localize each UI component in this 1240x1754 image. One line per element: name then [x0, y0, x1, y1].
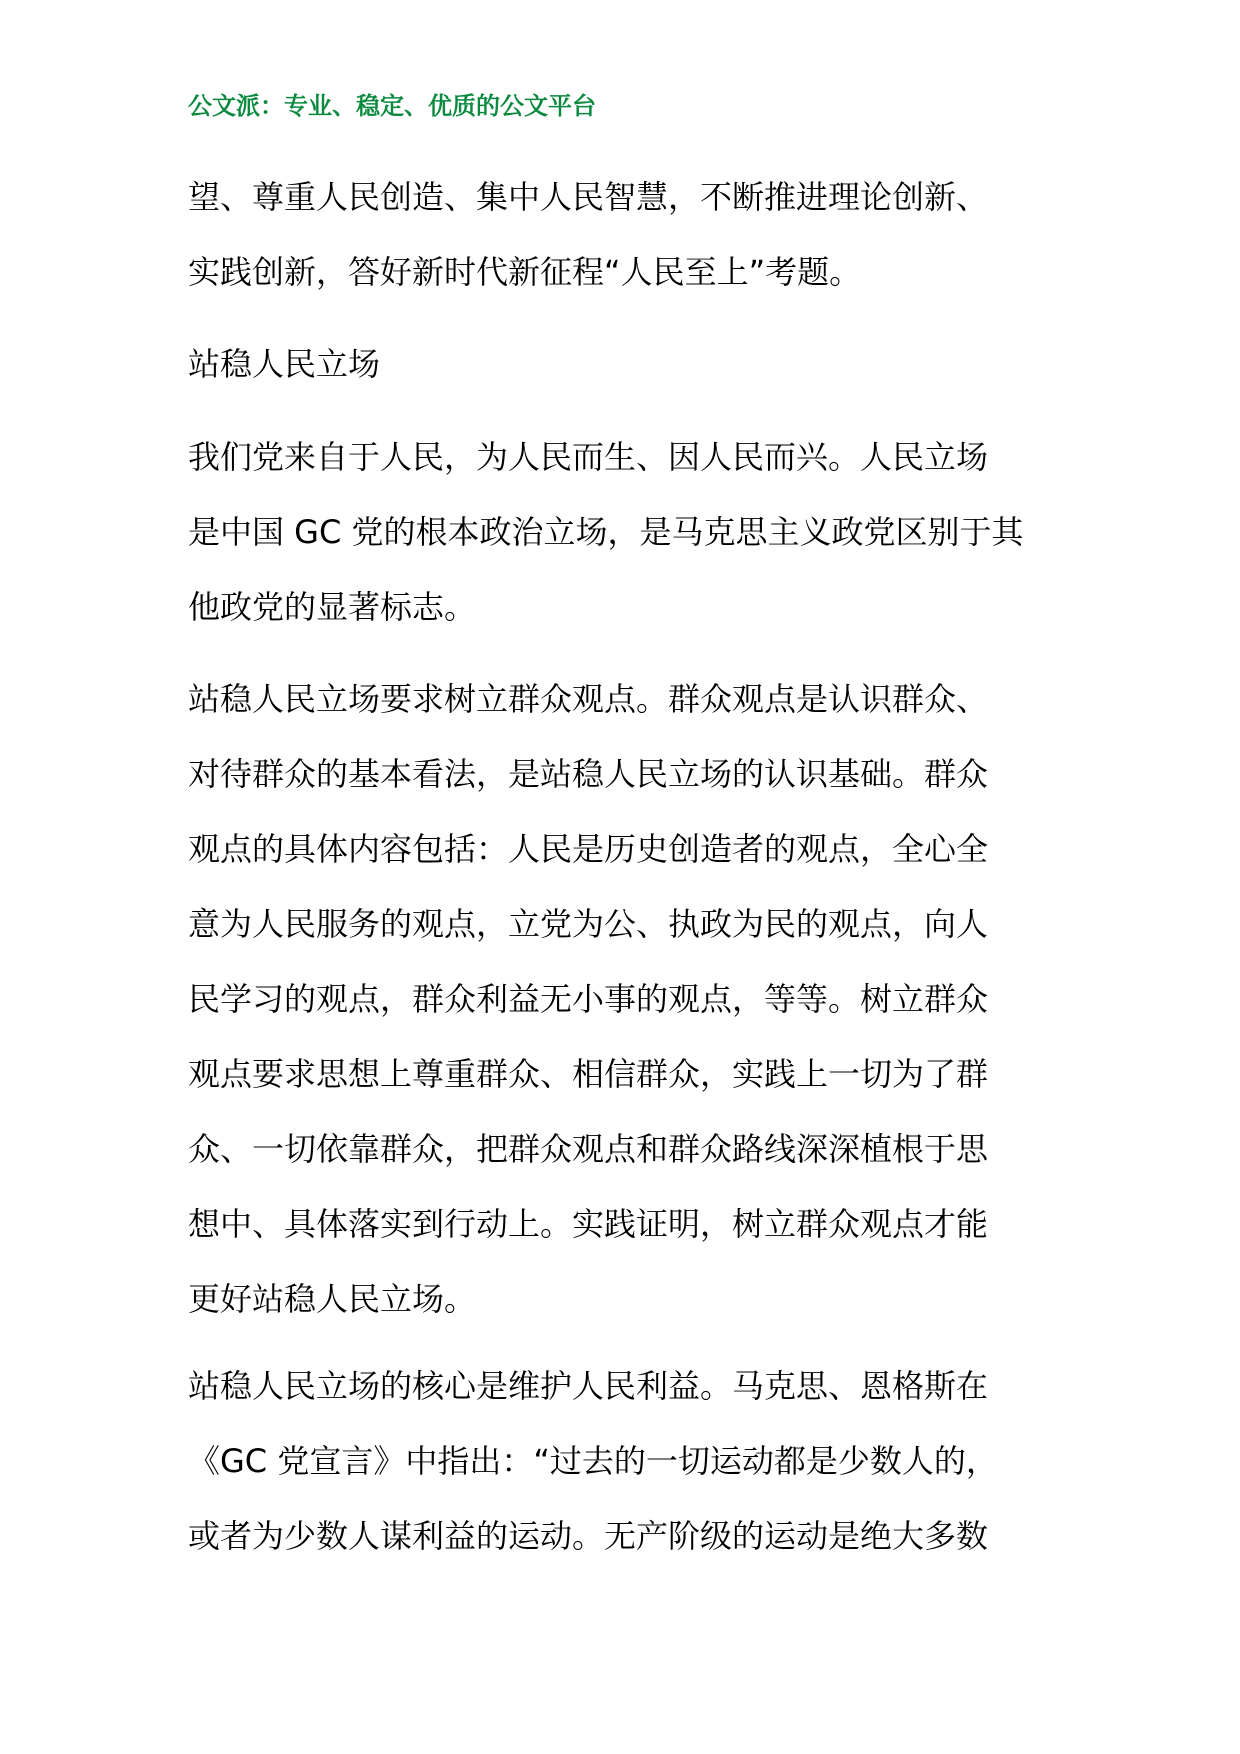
paragraph [188, 1349, 1058, 1574]
paragraph-line: 是中国 GC 党的根本政治立场，是马克思主义政党区别于其 [188, 513, 1024, 551]
paragraph-line: 站稳人民立场要求树立群众观点。群众观点是认识群众、 [188, 680, 989, 718]
paragraph-line: 意为人民服务的观点，立党为公、执政为民的观点，向人 [188, 905, 989, 943]
paragraph-line: 更好站稳人民立场。 [188, 1280, 477, 1318]
paragraph-line: 观点要求思想上尊重群众、相信群众，实践上一切为了群 [188, 1055, 989, 1093]
paragraph-line: 《GC 党宣言》中指出：“过去的一切运动都是少数人的， [188, 1442, 998, 1480]
paragraph-line: 想中、具体落实到行动上。实践证明，树立群众观点才能 [188, 1205, 989, 1243]
paragraph-line: 我们党来自于人民，为人民而生、因人民而兴。人民立场 [188, 438, 989, 476]
paragraph-line: 实践创新，答好新时代新征程“人民至上”考题。 [188, 253, 862, 291]
paragraph-line: 或者为少数人谋利益的运动。无产阶级的运动是绝大多数 [188, 1517, 989, 1555]
paragraph-line: 众、一切依靠群众，把群众观点和群众路线深深植根于思 [188, 1130, 989, 1168]
section-heading [188, 327, 1058, 402]
paragraph [188, 662, 1058, 1337]
paragraph-line: 观点的具体内容包括：人民是历史创造者的观点，全心全 [188, 830, 989, 868]
paragraph-line: 对待群众的基本看法，是站稳人民立场的认识基础。群众 [188, 755, 989, 793]
paragraph-line: 望、尊重人民创造、集中人民智慧，不断推进理论创新、 [188, 178, 989, 216]
paragraph-line: 站稳人民立场的核心是维护人民利益。马克思、恩格斯在 [188, 1367, 989, 1405]
header-text: 公文派：专业、稳定、优质的公文平台 [188, 91, 596, 120]
page-header [188, 88, 596, 124]
paragraph-line: 他政党的显著标志。 [188, 588, 477, 626]
paragraph-continuation [188, 160, 1058, 310]
section-heading-text: 站稳人民立场 [188, 345, 381, 383]
paragraph [188, 420, 1058, 645]
paragraph-line: 民学习的观点，群众利益无小事的观点，等等。树立群众 [188, 980, 989, 1018]
